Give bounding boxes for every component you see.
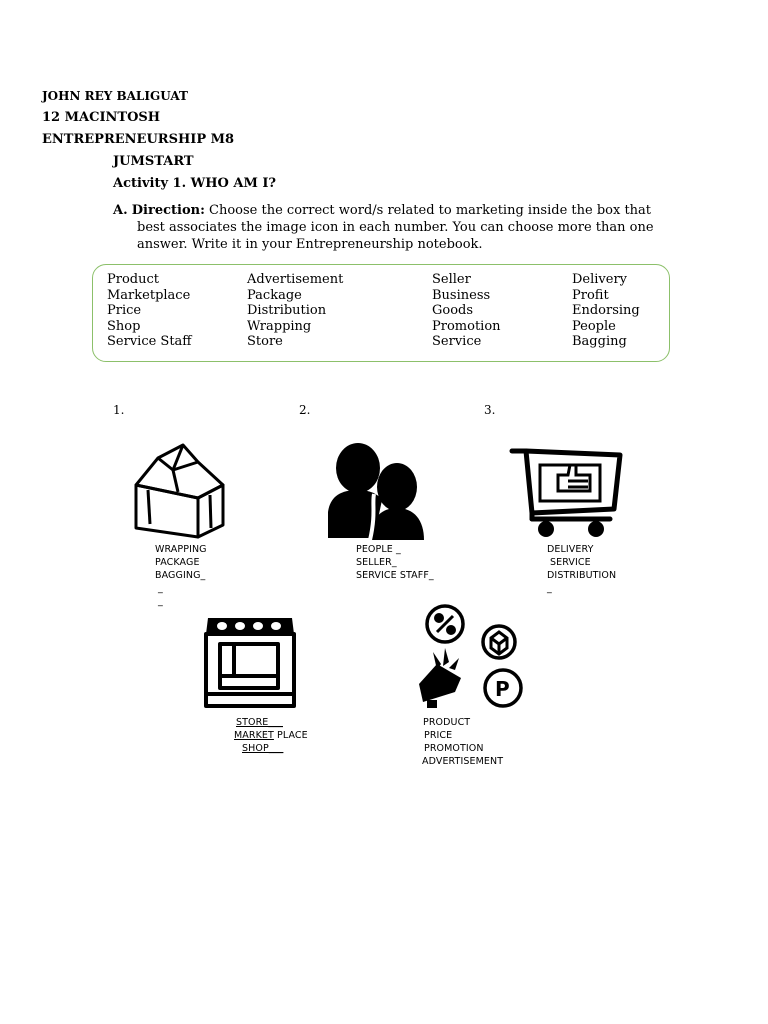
word-item: Promotion: [432, 318, 501, 334]
word-item: Goods: [432, 303, 474, 319]
word-item: Endorsing: [572, 303, 640, 319]
answer-line: DELIVERY: [547, 544, 594, 555]
word-item: Service Staff: [107, 334, 192, 350]
direction-paragraph: [113, 202, 682, 253]
answer-line: PROMOTION: [424, 743, 484, 754]
answer-line: PACKAGE: [155, 557, 200, 568]
word-column-2: [247, 272, 343, 350]
answers-people: [356, 543, 434, 582]
word-item: Price: [107, 303, 142, 319]
word-column-3: [432, 272, 501, 350]
word-item: Product: [107, 272, 159, 287]
shopping-cart-icon: [510, 447, 624, 539]
word-item: Store: [247, 334, 283, 350]
direction-label: Direction:: [131, 203, 205, 218]
answer-line: STORE___: [236, 717, 283, 728]
storefront-icon: [200, 614, 300, 710]
answer-line: _: [158, 596, 163, 607]
word-item: Package: [247, 287, 302, 303]
word-item: Advertisement: [247, 272, 344, 287]
people-silhouette-icon: [328, 442, 424, 540]
answers-cart: [547, 543, 616, 595]
student-name: JOHN REY BALIGUAT: [42, 89, 188, 103]
answers-store: [234, 716, 308, 755]
subject-title: ENTREPRENEURSHIP M8: [42, 132, 235, 147]
activity-heading: Activity 1. WHO AM I?: [113, 176, 277, 191]
marketing-mix-icon: [415, 600, 525, 712]
answer-line: _: [547, 583, 552, 594]
answer-line: SELLER_: [356, 557, 397, 568]
answers-box: [155, 543, 207, 608]
direction-text: Choose the correct word/s related to marketing inside the box that best associates the image icon in each number. You can choose more than one answer. Write it in your Entrepreneurship notebook.: [137, 203, 654, 252]
answers-marketing: [422, 716, 503, 768]
answer-line: PRICE: [424, 730, 453, 741]
answer-line: _: [158, 583, 163, 594]
answer-line: [234, 729, 308, 742]
answer-line: WRAPPING: [155, 544, 207, 555]
word-item: Marketplace: [107, 287, 191, 303]
word-item: Delivery: [572, 272, 628, 287]
answer-line: BAGGING_: [155, 570, 206, 581]
jumpstart-heading: JUMSTART: [113, 154, 194, 169]
word-item: Wrapping: [247, 318, 312, 334]
answer-line: SHOP___: [242, 743, 284, 754]
item-number-1: 1.: [113, 403, 125, 417]
word-item: Seller: [432, 272, 471, 287]
item-number-2: 2.: [299, 403, 311, 417]
direction-letter: A.: [113, 203, 128, 218]
answer-fragment: PLACE: [273, 730, 308, 741]
answer-line: ADVERTISEMENT: [422, 756, 504, 767]
word-column-1: [107, 272, 192, 350]
milk-carton-box-icon: [128, 440, 228, 540]
student-section: 12 MACINTOSH: [42, 110, 161, 125]
answer-line: SERVICE: [550, 557, 591, 568]
word-item: Service: [432, 334, 482, 350]
word-column-4: [572, 272, 640, 350]
answer-line: SERVICE STAFF_: [356, 570, 434, 581]
word-item: Shop: [107, 318, 141, 334]
answer-line: PRODUCT: [423, 717, 471, 728]
word-item: Bagging: [572, 334, 627, 350]
word-item: Profit: [572, 287, 609, 303]
word-item: Distribution: [247, 303, 327, 319]
word-item: People: [572, 318, 616, 334]
item-number-3: 3.: [484, 403, 496, 417]
answer-line: DISTRIBUTION: [547, 570, 617, 581]
answer-fragment: MARKET: [234, 730, 274, 741]
svg-text:P: P: [495, 677, 510, 701]
answer-line: PEOPLE _: [356, 544, 401, 555]
word-item: Business: [432, 287, 491, 303]
